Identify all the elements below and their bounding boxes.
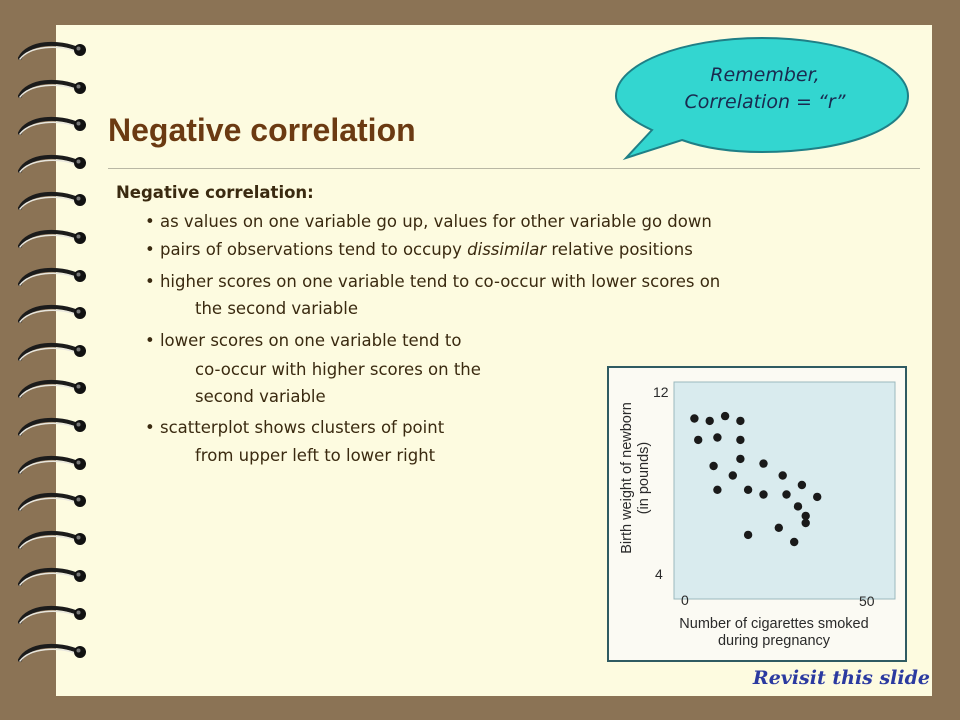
slide-title: Negative correlation bbox=[108, 112, 416, 148]
scatter-point-10 bbox=[759, 459, 767, 467]
callout-line-1: Remember, bbox=[710, 64, 820, 86]
scatter-point-6 bbox=[713, 433, 721, 441]
bullet-3: • higher scores on one variable tend to co-occur with lower scores on bbox=[145, 272, 721, 291]
bullet-2-end: relative positions bbox=[546, 240, 693, 259]
binding-ring bbox=[18, 38, 88, 62]
title-divider bbox=[108, 168, 920, 169]
x-axis-label bbox=[649, 616, 899, 650]
binding-ring bbox=[18, 151, 88, 175]
bullet-2-start: • pairs of observations tend to occupy bbox=[145, 240, 468, 259]
bullet-3-cont: the second variable bbox=[195, 299, 358, 318]
scatter-point-7 bbox=[736, 436, 744, 444]
binding-ring bbox=[18, 113, 88, 137]
binding-ring bbox=[18, 339, 88, 363]
binding-ring bbox=[18, 376, 88, 400]
bullet-5-cont: from upper left to lower right bbox=[195, 446, 436, 465]
plot-area bbox=[674, 382, 895, 599]
scatter-point-8 bbox=[709, 462, 717, 470]
x-axis-label-line-1: Number of cigarettes smoked bbox=[679, 616, 869, 632]
binding-ring bbox=[18, 414, 88, 438]
y-tick-4: 4 bbox=[655, 566, 663, 582]
binding-ring bbox=[18, 76, 88, 100]
scatter-point-15 bbox=[779, 471, 787, 479]
scatter-point-11 bbox=[729, 471, 737, 479]
bullet-4-cont-2: second variable bbox=[195, 387, 326, 406]
revisit-slide-link[interactable]: Revisit this slide bbox=[752, 667, 930, 689]
callout-text bbox=[620, 62, 910, 116]
scatter-point-4 bbox=[736, 417, 744, 425]
scatter-point-14 bbox=[759, 490, 767, 498]
scatter-point-22 bbox=[802, 519, 810, 527]
binding-ring bbox=[18, 602, 88, 626]
binding-ring bbox=[18, 264, 88, 288]
bullet-4-cont-1: co-occur with higher scores on the bbox=[195, 360, 481, 379]
scatter-point-23 bbox=[790, 538, 798, 546]
bullet-2-italic: dissimilar bbox=[467, 240, 547, 259]
y-axis-label bbox=[619, 378, 653, 578]
binding-ring bbox=[18, 640, 88, 664]
binding-ring bbox=[18, 301, 88, 325]
scatterplot-figure bbox=[607, 366, 907, 662]
scatter-point-2 bbox=[706, 417, 714, 425]
scatter-point-19 bbox=[794, 502, 802, 510]
scatter-point-12 bbox=[713, 486, 721, 494]
scatter-point-9 bbox=[736, 455, 744, 463]
x-axis-label-line-2: during pregnancy bbox=[717, 633, 831, 649]
x-tick-0: 0 bbox=[681, 592, 689, 608]
bullet-5: • scatterplot shows clusters of point bbox=[145, 418, 445, 437]
scatter-point-17 bbox=[782, 490, 790, 498]
scatter-point-5 bbox=[694, 436, 702, 444]
binding-ring bbox=[18, 527, 88, 551]
scatter-point-21 bbox=[775, 524, 783, 532]
bullet-4: • lower scores on one variable tend to bbox=[145, 331, 462, 350]
x-tick-50: 50 bbox=[859, 593, 875, 609]
scatter-point-18 bbox=[813, 493, 821, 501]
scatter-point-13 bbox=[744, 486, 752, 494]
binding-ring bbox=[18, 452, 88, 476]
binding-ring bbox=[18, 564, 88, 588]
scatter-point-16 bbox=[798, 481, 806, 489]
y-axis-label-line-2: (in pounds) bbox=[636, 441, 652, 515]
callout-line-2: Correlation = “r” bbox=[684, 91, 846, 113]
scatter-point-3 bbox=[721, 412, 729, 420]
bullet-2 bbox=[145, 240, 693, 259]
body-heading: Negative correlation: bbox=[116, 183, 314, 202]
scatter-point-24 bbox=[744, 531, 752, 539]
binding-ring bbox=[18, 489, 88, 513]
bullet-1: • as values on one variable go up, values for other variable go down bbox=[145, 212, 712, 231]
binding-ring bbox=[18, 226, 88, 250]
scatter-point-1 bbox=[690, 414, 698, 422]
binding-ring bbox=[18, 188, 88, 212]
y-tick-12: 12 bbox=[653, 384, 669, 400]
y-axis-label-line-1: Birth weight of newborn bbox=[619, 402, 635, 554]
